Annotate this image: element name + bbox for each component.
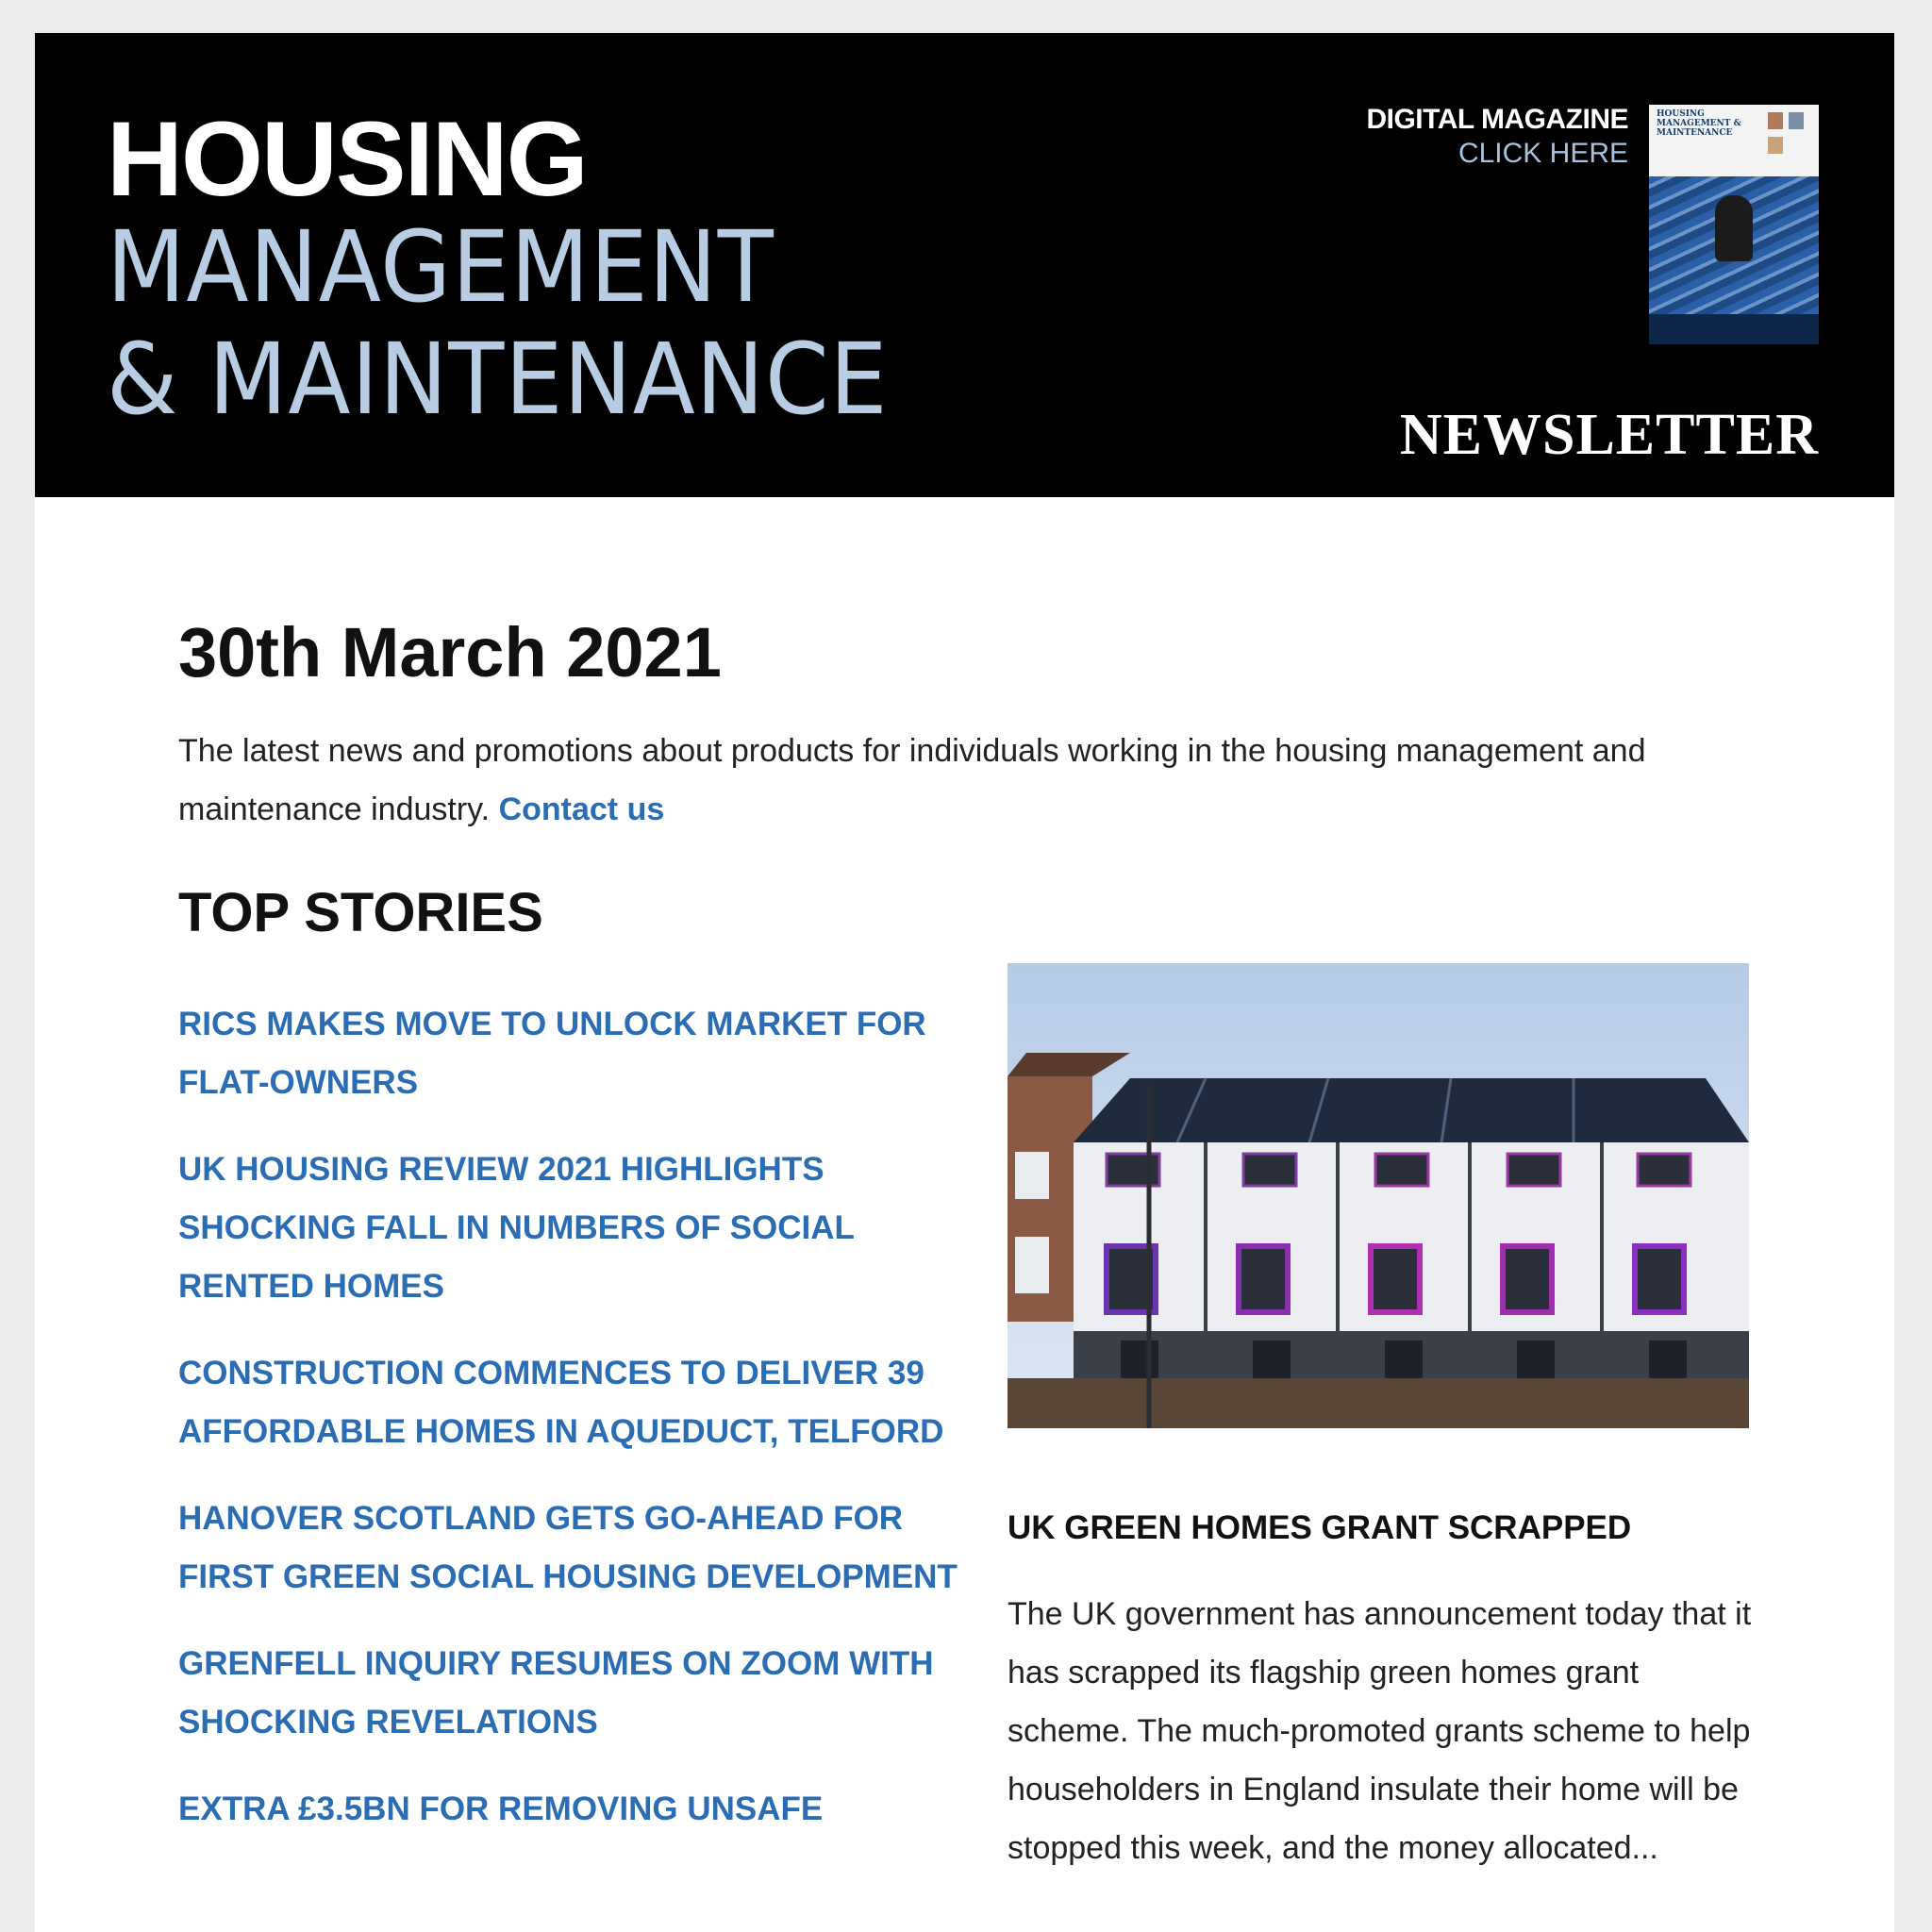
photo-upper-window xyxy=(1507,1154,1560,1186)
photo-upper-window xyxy=(1107,1154,1159,1186)
intro-text xyxy=(178,722,1763,839)
header-banner xyxy=(35,33,1894,497)
newsletter-date: 30th March 2021 xyxy=(178,613,722,691)
intro-description: The latest news and promotions about products for individuals working in the housing management and maintenance industry. xyxy=(178,733,1646,827)
newsletter-label: NEWSLETTER xyxy=(1399,403,1819,467)
photo-upper-window xyxy=(1638,1154,1690,1186)
logo-title-maintenance[interactable]: & MAINTENANCE xyxy=(107,322,889,437)
magazine-cover-image[interactable] xyxy=(1649,105,1819,344)
story-item xyxy=(178,1635,961,1752)
story-item xyxy=(178,1344,961,1461)
magazine-cover-worker-figure xyxy=(1715,195,1753,261)
magazine-cover-thumbnail xyxy=(1768,112,1783,129)
story-item xyxy=(178,1490,961,1607)
story-item xyxy=(178,995,961,1112)
feature-story-photo[interactable] xyxy=(1008,963,1749,1428)
story-item xyxy=(178,1780,961,1839)
photo-upper-window xyxy=(1243,1154,1296,1186)
feature-story-title[interactable]: UK GREEN HOMES GRANT SCRAPPED xyxy=(1008,1509,1632,1546)
logo-title-housing[interactable]: HOUSING xyxy=(107,100,587,218)
photo-middle-window xyxy=(1239,1246,1288,1312)
story-item xyxy=(178,1141,961,1316)
top-stories-heading: TOP STORIES xyxy=(178,882,543,943)
photo-side-window xyxy=(1015,1152,1049,1199)
digital-magazine-block xyxy=(1366,103,1628,171)
contact-us-link[interactable]: Contact us xyxy=(498,791,665,827)
magazine-cover-thumbnail xyxy=(1789,112,1804,129)
digital-magazine-click-here-link[interactable]: CLICK HERE xyxy=(1457,138,1628,169)
magazine-cover-footer-strip xyxy=(1649,314,1819,344)
terraced-houses-photo xyxy=(1008,963,1749,1428)
top-stories-list xyxy=(178,995,961,1867)
story-link-grenfell-inquiry[interactable]: GRENFELL INQUIRY RESUMES ON ZOOM WITH SHOCKING REVELATIONS xyxy=(178,1645,934,1740)
magazine-cover-thumbnail xyxy=(1768,137,1783,154)
photo-middle-window xyxy=(1371,1246,1420,1312)
story-link-uk-housing-review[interactable]: UK HOUSING REVIEW 2021 HIGHLIGHTS SHOCKING FALL IN NUMBERS OF SOCIAL RENTED HOMES xyxy=(178,1151,855,1305)
photo-middle-window xyxy=(1503,1246,1552,1312)
story-link-rics[interactable]: RICS MAKES MOVE TO UNLOCK MARKET FOR FLAT-OWNERS xyxy=(178,1006,926,1101)
photo-upper-window xyxy=(1375,1154,1428,1186)
story-link-construction-telford[interactable]: CONSTRUCTION COMMENCES TO DELIVER 39 AFFORDABLE HOMES IN AQUEDUCT, TELFORD xyxy=(178,1355,944,1450)
photo-middle-window xyxy=(1635,1246,1684,1312)
feature-story-excerpt: The UK government has announcement today that it has scrapped its flagship green homes grant scheme. The much-promoted grants scheme to help householders in England insulate their home will be stopped this week, and the money allocated... xyxy=(1008,1596,1752,1866)
story-link-extra-funding[interactable]: EXTRA £3.5BN FOR REMOVING UNSAFE xyxy=(178,1790,824,1827)
photo-fence xyxy=(1008,1378,1749,1428)
digital-magazine-label: DIGITAL MAGAZINE xyxy=(1366,104,1628,135)
magazine-cover-title: HOUSING MANAGEMENT & MAINTENANCE xyxy=(1657,109,1741,138)
email-body xyxy=(35,33,1894,1932)
story-link-hanover-scotland[interactable]: HANOVER SCOTLAND GETS GO-AHEAD FOR FIRST GREEN SOCIAL HOUSING DEVELOPMENT xyxy=(178,1500,958,1595)
logo-title-management[interactable]: MANAGEMENT xyxy=(107,209,774,325)
photo-side-window xyxy=(1015,1237,1049,1293)
photo-solar-roof xyxy=(1074,1078,1749,1142)
